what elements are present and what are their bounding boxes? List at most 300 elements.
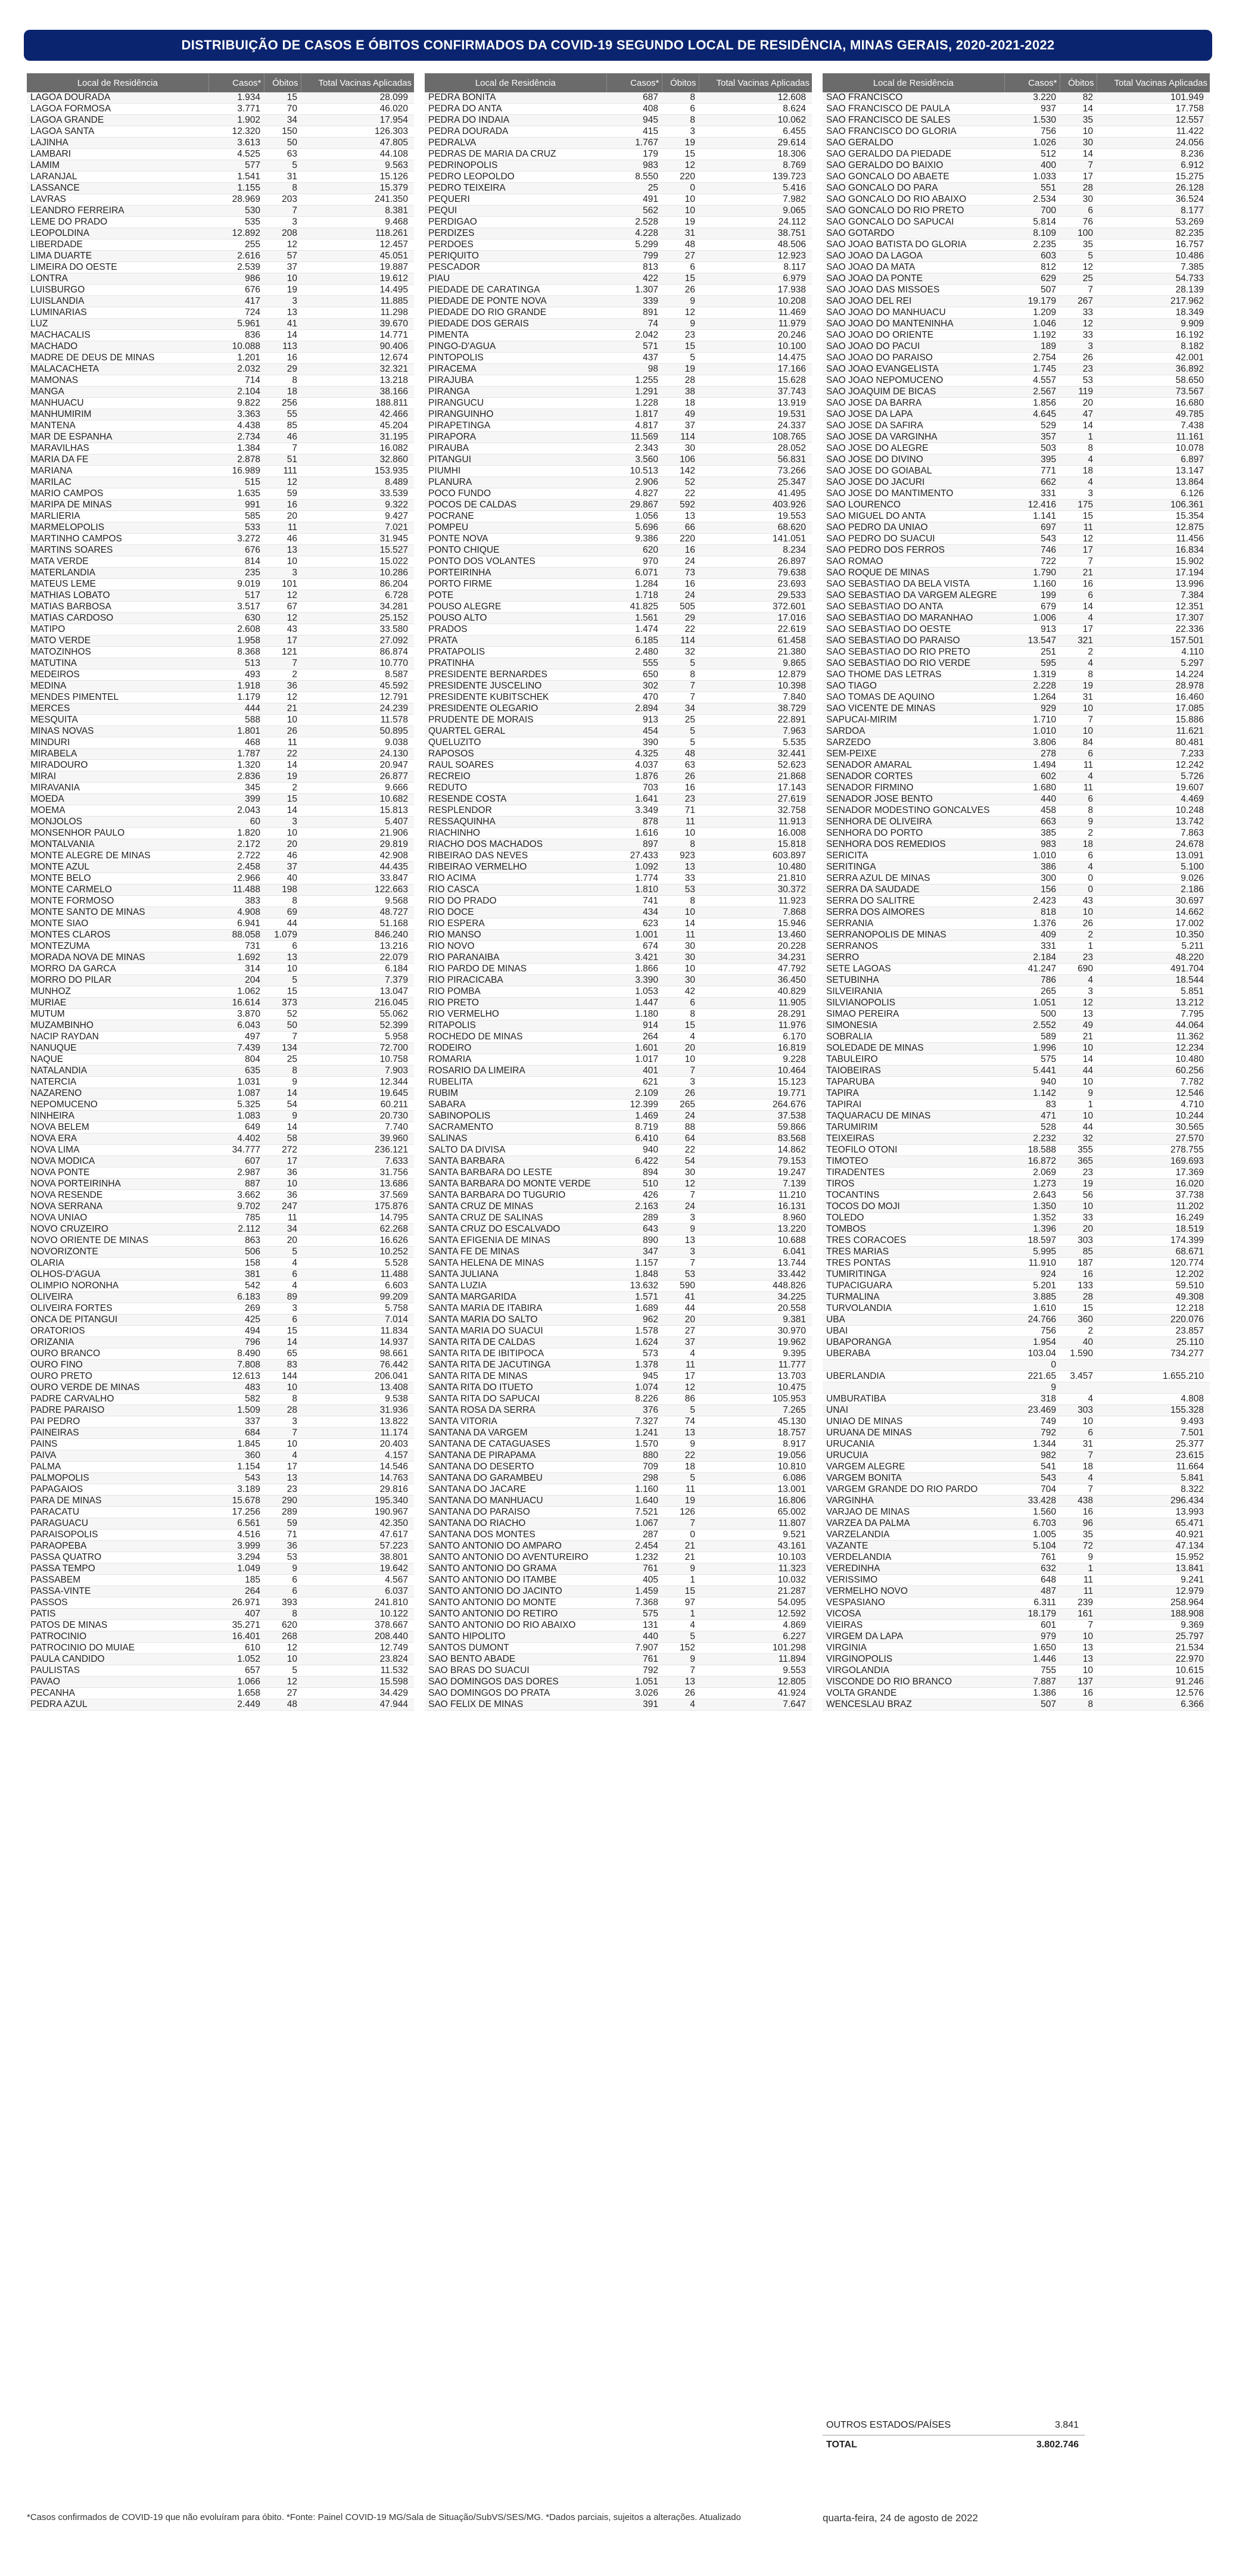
cell-vaccines: 7.014 (301, 1315, 414, 1326)
cell-vaccines: 12.805 (699, 1677, 812, 1688)
table-row (27, 1054, 414, 1066)
cell-deaths: 16 (662, 783, 699, 794)
cell-local: SENADOR FIRMINO (823, 783, 1004, 794)
table-row (27, 1620, 414, 1631)
cell-local: SANTA RITA DO SAPUCAI (425, 1394, 606, 1405)
cell-deaths: 4 (1060, 975, 1097, 986)
cell-vaccines: 4.110 (1097, 647, 1210, 658)
cell-local: PERIQUITO (425, 251, 606, 262)
cell-cases: 3.026 (606, 1688, 662, 1699)
table-row (27, 194, 414, 205)
cell-deaths: 86 (662, 1394, 699, 1405)
cell-local: VICOSA (823, 1609, 1004, 1620)
table-row (27, 828, 414, 839)
cell-vaccines: 13.686 (301, 1179, 414, 1190)
cell-vaccines: 13.047 (301, 986, 414, 998)
table-row (27, 636, 414, 647)
cell-cases: 529 (1004, 420, 1060, 432)
total-row (823, 2437, 1210, 2453)
cell-local: SANTO HIPOLITO (425, 1631, 606, 1643)
table-row (425, 1179, 812, 1190)
cell-deaths: 365 (1060, 1156, 1097, 1167)
cell-cases: 804 (208, 1054, 264, 1066)
table-row (425, 1450, 812, 1462)
cell-local: SAO FRANCISCO DE PAULA (823, 104, 1004, 115)
cell-cases: 331 (1004, 941, 1060, 952)
cell-vaccines: 25.110 (1097, 1337, 1210, 1348)
table-row (425, 952, 812, 964)
cell-vaccines: 17.002 (1097, 918, 1210, 930)
table-row (425, 613, 812, 624)
table-row (823, 1054, 1210, 1066)
table-row (425, 851, 812, 862)
cell-local: PIRAPORA (425, 432, 606, 443)
table-row (27, 975, 414, 986)
cell-local: RITAPOLIS (425, 1020, 606, 1032)
cell-cases: 986 (208, 273, 264, 285)
cell-deaths: 12 (264, 239, 301, 251)
cell-local: SANTA MARIA DE ITABIRA (425, 1303, 606, 1315)
cell-cases: 376 (606, 1405, 662, 1416)
cell-deaths: 53 (264, 1552, 301, 1563)
cell-deaths: 30 (662, 952, 699, 964)
cell-vaccines: 54.733 (1097, 273, 1210, 285)
cell-local: ROCHEDO DE MINAS (425, 1032, 606, 1043)
cell-local: SAO BENTO ABADE (425, 1654, 606, 1665)
cell-cases: 818 (1004, 907, 1060, 918)
cell-cases: 676 (208, 545, 264, 556)
cell-cases: 836 (208, 330, 264, 341)
cell-cases: 542 (208, 1281, 264, 1292)
table-row (425, 579, 812, 590)
cell-vaccines: 5.851 (1097, 986, 1210, 998)
cell-cases: 1.051 (606, 1677, 662, 1688)
table-row (27, 1032, 414, 1043)
cell-vaccines: 7.903 (301, 1066, 414, 1077)
cell-vaccines: 7.868 (699, 907, 812, 918)
cell-vaccines: 11.298 (301, 307, 414, 319)
cell-cases: 1.255 (606, 375, 662, 387)
table-row (425, 896, 812, 907)
cell-local: NOVORIZONTE (27, 1247, 208, 1258)
cell-deaths: 21 (1060, 1032, 1097, 1043)
cell-local: MINDURI (27, 737, 208, 749)
cell-vaccines: 59.866 (699, 1122, 812, 1133)
cell-deaths: 23 (662, 794, 699, 805)
table-row (823, 568, 1210, 579)
cell-local: PIRAPETINGA (425, 420, 606, 432)
cell-cases: 41.247 (1004, 964, 1060, 975)
cell-local: TAPIRAI (823, 1099, 1004, 1111)
table-row (425, 149, 812, 160)
cell-cases: 2.754 (1004, 353, 1060, 364)
cell-vaccines: 27.619 (699, 794, 812, 805)
cell-cases: 3.294 (208, 1552, 264, 1563)
cell-cases: 722 (1004, 556, 1060, 568)
cell-local: PESCADOR (425, 262, 606, 273)
table-row (425, 1428, 812, 1439)
cell-cases: 5.441 (1004, 1066, 1060, 1077)
cell-deaths: 40 (1060, 1337, 1097, 1348)
cell-vaccines: 2.186 (1097, 884, 1210, 896)
cell-local: RIO DO PRADO (425, 896, 606, 907)
cell-local: SAO DOMINGOS DO PRATA (425, 1688, 606, 1699)
cell-local: MATHIAS LOBATO (27, 590, 208, 602)
cell-cases: 676 (208, 285, 264, 296)
table-row (27, 172, 414, 183)
cell-deaths: 20 (1060, 1224, 1097, 1235)
table-row (425, 1609, 812, 1620)
table-row (823, 1099, 1210, 1111)
cell-deaths: 41 (662, 1292, 699, 1303)
cell-vaccines: 42.466 (301, 409, 414, 420)
cell-deaths: 38 (662, 387, 699, 398)
table-row (823, 149, 1210, 160)
cell-local: PRESIDENTE OLEGARIO (425, 703, 606, 715)
cell-deaths: 26 (662, 1688, 699, 1699)
cell-local: VARGEM BONITA (823, 1473, 1004, 1484)
cell-local: PATROCINIO DO MUIAE (27, 1643, 208, 1654)
cell-cases: 405 (606, 1575, 662, 1586)
cell-vaccines: 11.894 (699, 1654, 812, 1665)
cell-local: PEDRO TEIXEIRA (425, 183, 606, 194)
cell-local: SANTANA DE PIRAPAMA (425, 1450, 606, 1462)
cell-cases: 2.163 (606, 1201, 662, 1213)
cell-vaccines: 169.693 (1097, 1156, 1210, 1167)
cell-cases: 10.088 (208, 341, 264, 353)
table-row (27, 1507, 414, 1518)
cell-vaccines: 13.460 (699, 930, 812, 941)
table-row (425, 228, 812, 239)
cell-vaccines: 6.037 (301, 1586, 414, 1597)
table-row (823, 1428, 1210, 1439)
cell-vaccines: 10.100 (699, 341, 812, 353)
cell-cases: 24.766 (1004, 1315, 1060, 1326)
cell-local: SANTO ANTONIO DO JACINTO (425, 1586, 606, 1597)
cell-vaccines: 9.521 (699, 1530, 812, 1541)
table-row (27, 353, 414, 364)
cell-local: POCRANE (425, 511, 606, 522)
cell-cases: 7.521 (606, 1507, 662, 1518)
cell-cases: 1.241 (606, 1428, 662, 1439)
cell-vaccines: 16.834 (1097, 545, 1210, 556)
cell-deaths: 41 (264, 319, 301, 330)
cell-cases: 1.718 (606, 590, 662, 602)
cell-local: VARZELANDIA (823, 1530, 1004, 1541)
table-row (823, 511, 1210, 522)
table-row (27, 568, 414, 579)
cell-cases: 813 (606, 262, 662, 273)
cell-deaths: 12 (1060, 534, 1097, 545)
cell-vaccines: 24.337 (699, 420, 812, 432)
table-row (425, 998, 812, 1009)
cell-deaths: 63 (264, 149, 301, 160)
cell-cases: 1.066 (208, 1677, 264, 1688)
cell-local: SANTANA DO GARAMBEU (425, 1473, 606, 1484)
cell-local: SAO GONCALO DO ABAETE (823, 172, 1004, 183)
cell-deaths: 49 (1060, 1020, 1097, 1032)
table-row (27, 1258, 414, 1269)
cell-local: UBAI (823, 1326, 1004, 1337)
table-row (27, 1201, 414, 1213)
cell-deaths: 4 (264, 1450, 301, 1462)
cell-local: PIEDADE DO RIO GRANDE (425, 307, 606, 319)
cell-vaccines: 20.558 (699, 1303, 812, 1315)
table-row (27, 1484, 414, 1496)
table-row (425, 1484, 812, 1496)
cell-deaths: 15 (264, 1326, 301, 1337)
cell-deaths: 14 (264, 1122, 301, 1133)
cell-cases: 1.320 (208, 760, 264, 771)
cell-cases: 2.423 (1004, 896, 1060, 907)
cell-local: SERICITA (823, 851, 1004, 862)
table-row (823, 251, 1210, 262)
cell-cases: 337 (208, 1416, 264, 1428)
cell-cases: 515 (208, 477, 264, 488)
cell-local: MATA VERDE (27, 556, 208, 568)
cell-local: LEME DO PRADO (27, 217, 208, 228)
cell-deaths: 9 (662, 1654, 699, 1665)
table-row (425, 636, 812, 647)
cell-cases: 395 (1004, 454, 1060, 466)
cell-deaths: 13 (662, 1428, 699, 1439)
cell-vaccines: 9.909 (1097, 319, 1210, 330)
cell-vaccines: 79.638 (699, 568, 812, 579)
cell-deaths: 57 (264, 251, 301, 262)
cell-local: SANTA RITA DE IBITIPOCA (425, 1348, 606, 1360)
cell-local: PIRAJUBA (425, 375, 606, 387)
cell-local: NOVA PORTEIRINHA (27, 1179, 208, 1190)
cell-local: OLIVEIRA (27, 1292, 208, 1303)
cell-vaccines: 11.174 (301, 1428, 414, 1439)
cell-vaccines: 5.758 (301, 1303, 414, 1315)
cell-vaccines: 15.123 (699, 1077, 812, 1088)
cell-vaccines: 16.757 (1097, 239, 1210, 251)
table-row (425, 296, 812, 307)
cell-local: OURO FINO (27, 1360, 208, 1371)
cell-local: SAO SEBASTIAO DO RIO PRETO (823, 647, 1004, 658)
cell-cases: 814 (208, 556, 264, 568)
table-row (425, 330, 812, 341)
table-row (823, 1677, 1210, 1688)
table-row (27, 851, 414, 862)
cell-deaths: 8 (662, 669, 699, 681)
cell-cases: 894 (606, 1167, 662, 1179)
cell-local (823, 1382, 1004, 1394)
cell-cases: 158 (208, 1258, 264, 1269)
cell-vaccines: 7.379 (301, 975, 414, 986)
cell-vaccines: 4.869 (699, 1620, 812, 1631)
cell-cases: 5.201 (1004, 1281, 1060, 1292)
cell-deaths: 4 (662, 1348, 699, 1360)
table-row (823, 851, 1210, 862)
cell-vaccines: 45.130 (699, 1416, 812, 1428)
cell-deaths: 26 (662, 771, 699, 783)
cell-cases: 1.160 (606, 1484, 662, 1496)
other-states-value: 3.841 (1054, 2420, 1079, 2430)
cell-deaths: 29 (264, 364, 301, 375)
table-row (823, 1258, 1210, 1269)
cell-local: SENHORA DO PORTO (823, 828, 1004, 839)
cell-vaccines: 19.645 (301, 1088, 414, 1099)
cell-vaccines: 14.771 (301, 330, 414, 341)
cell-vaccines: 59.510 (1097, 1281, 1210, 1292)
cell-cases: 2.043 (208, 805, 264, 817)
cell-vaccines: 174.399 (1097, 1235, 1210, 1247)
cell-vaccines: 6.041 (699, 1247, 812, 1258)
cell-cases: 401 (606, 1066, 662, 1077)
cell-local: RIBEIRAO VERMELHO (425, 862, 606, 873)
cell-cases: 2.878 (208, 454, 264, 466)
cell-vaccines: 11.161 (1097, 432, 1210, 443)
cell-vaccines: 12.674 (301, 353, 414, 364)
table-row (425, 749, 812, 760)
cell-vaccines: 12.344 (301, 1077, 414, 1088)
cell-local: PIEDADE DE CARATINGA (425, 285, 606, 296)
cell-deaths: 8 (662, 92, 699, 104)
cell-local: PEDRO LEOPOLDO (425, 172, 606, 183)
cell-deaths: 247 (264, 1201, 301, 1213)
cell-cases: 7.887 (1004, 1677, 1060, 1688)
cell-deaths: 23 (662, 330, 699, 341)
table-row (823, 771, 1210, 783)
cell-deaths: 32 (662, 647, 699, 658)
cell-cases: 494 (208, 1326, 264, 1337)
cell-deaths: 19 (264, 285, 301, 296)
cell-local: MATOZINHOS (27, 647, 208, 658)
cell-deaths: 54 (264, 1099, 301, 1111)
cell-cases: 602 (1004, 771, 1060, 783)
cell-cases: 513 (208, 658, 264, 669)
cell-vaccines: 12.234 (1097, 1043, 1210, 1054)
cell-vaccines (1097, 1382, 1210, 1394)
table-row (27, 205, 414, 217)
table-row (425, 1009, 812, 1020)
cell-deaths: 14 (264, 760, 301, 771)
cell-deaths: 14 (264, 1337, 301, 1348)
cell-vaccines: 20.246 (699, 330, 812, 341)
cell-cases: 390 (606, 737, 662, 749)
cell-local: RUBIM (425, 1088, 606, 1099)
cell-cases: 1.876 (606, 771, 662, 783)
cell-deaths: 11 (1060, 522, 1097, 534)
cell-vaccines: 13.220 (699, 1224, 812, 1235)
cell-local: PRESIDENTE KUBITSCHEK (425, 692, 606, 703)
cell-cases: 98 (606, 364, 662, 375)
table-row (823, 1405, 1210, 1416)
cell-cases: 4.228 (606, 228, 662, 239)
table-row (823, 1133, 1210, 1145)
cell-deaths: 7 (1060, 160, 1097, 172)
cell-local: SERRANIA (823, 918, 1004, 930)
cell-vaccines: 12.202 (1097, 1269, 1210, 1281)
header-deaths: Óbitos (1060, 73, 1097, 92)
cell-deaths: 10 (662, 907, 699, 918)
header-deaths: Óbitos (662, 73, 699, 92)
cell-deaths: 23 (1060, 1167, 1097, 1179)
cell-cases: 1.157 (606, 1258, 662, 1269)
cell-deaths: 37 (264, 262, 301, 273)
cell-local: LIBERDADE (27, 239, 208, 251)
cell-deaths: 1 (1060, 432, 1097, 443)
cell-vaccines: 11.456 (1097, 534, 1210, 545)
cell-cases: 1.680 (1004, 783, 1060, 794)
table-row (425, 1416, 812, 1428)
cell-local: LUISBURGO (27, 285, 208, 296)
cell-deaths: 10 (662, 964, 699, 975)
cell-cases: 632 (1004, 1563, 1060, 1575)
cell-local: OLIVEIRA FORTES (27, 1303, 208, 1315)
cell-deaths: 52 (662, 477, 699, 488)
table-row (823, 1337, 1210, 1348)
cell-local: MATO VERDE (27, 636, 208, 647)
cell-local: MEDINA (27, 681, 208, 692)
table-row (27, 1654, 414, 1665)
table-row (27, 511, 414, 522)
cell-vaccines: 155.328 (1097, 1405, 1210, 1416)
cell-cases: 2.228 (1004, 681, 1060, 692)
table-row (27, 1450, 414, 1462)
table-row (27, 1552, 414, 1563)
cell-vaccines: 16.626 (301, 1235, 414, 1247)
table-row (823, 1394, 1210, 1405)
cell-vaccines: 15.022 (301, 556, 414, 568)
cell-deaths: 8 (1060, 1699, 1097, 1711)
table-row (425, 319, 812, 330)
cell-local: PATIS (27, 1609, 208, 1620)
cell-vaccines: 258.964 (1097, 1597, 1210, 1609)
table-row (823, 805, 1210, 817)
cell-cases: 426 (606, 1190, 662, 1201)
cell-vaccines: 83.568 (699, 1133, 812, 1145)
table-row (823, 183, 1210, 194)
table-row (823, 1190, 1210, 1201)
updated-date: quarta-feira, 24 de agosto de 2022 (823, 2512, 978, 2524)
cell-vaccines: 4.469 (1097, 794, 1210, 805)
table-row (27, 443, 414, 454)
cell-cases: 13.632 (606, 1281, 662, 1292)
cell-local: OURO BRANCO (27, 1348, 208, 1360)
cell-deaths: 4 (662, 1699, 699, 1711)
cell-deaths: 20 (1060, 398, 1097, 409)
cell-vaccines: 31.195 (301, 432, 414, 443)
cell-cases: 5.299 (606, 239, 662, 251)
cell-local: UMBURATIBA (823, 1394, 1004, 1405)
cell-local: MORRO DA GARCA (27, 964, 208, 975)
cell-vaccines: 11.885 (301, 296, 414, 307)
cell-deaths: 8 (1060, 669, 1097, 681)
table-row (27, 783, 414, 794)
table-row (823, 1507, 1210, 1518)
cell-cases: 2.104 (208, 387, 264, 398)
cell-vaccines: 32.441 (699, 749, 812, 760)
cell-vaccines: 25.152 (301, 613, 414, 624)
table-row (27, 319, 414, 330)
cell-local: MIRAI (27, 771, 208, 783)
cell-cases: 891 (606, 307, 662, 319)
table-row (823, 590, 1210, 602)
cell-local: NACIP RAYDAN (27, 1032, 208, 1043)
cell-deaths: 10 (1060, 1201, 1097, 1213)
table-row (823, 828, 1210, 839)
cell-vaccines: 17.954 (301, 115, 414, 126)
table-row (823, 1552, 1210, 1563)
cell-cases: 2.109 (606, 1088, 662, 1099)
cell-local: RIO NOVO (425, 941, 606, 952)
table-row (425, 1020, 812, 1032)
cell-vaccines: 65.471 (1097, 1518, 1210, 1530)
table-row (27, 579, 414, 590)
